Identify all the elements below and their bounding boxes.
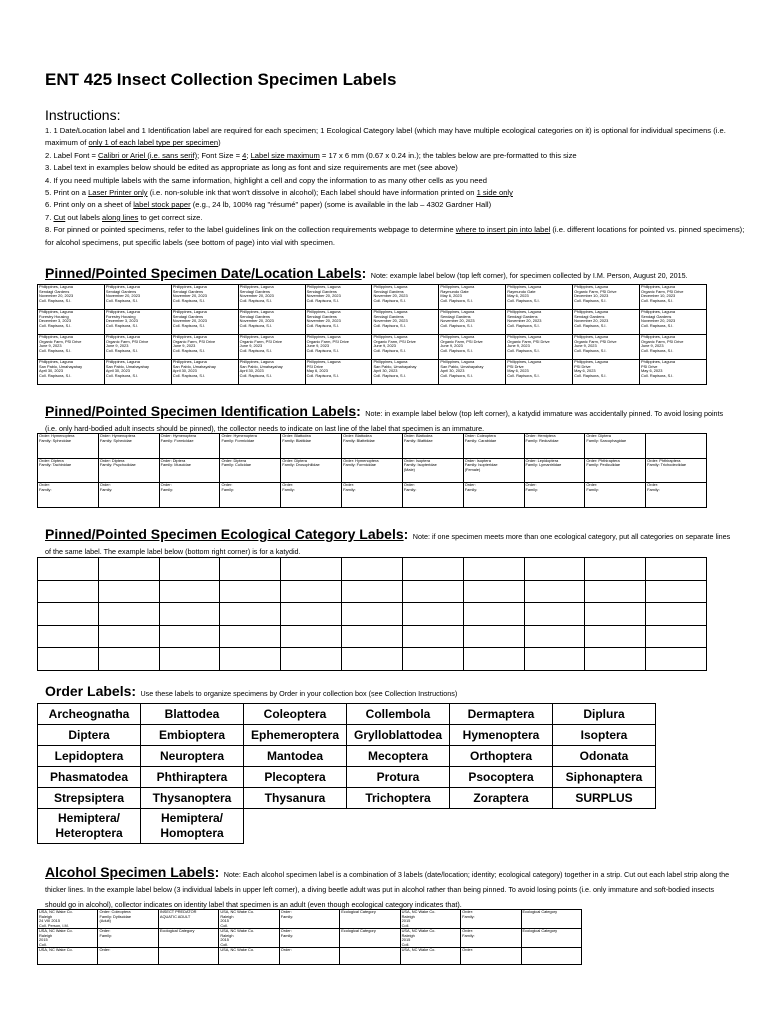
table-row xyxy=(38,809,656,844)
date-location-label: Philippines, Laguna Organic Farm, PSI Drive December 10, 2023 Coll. Rapisora, S.I. xyxy=(573,285,640,310)
ecological-label xyxy=(281,580,342,603)
table-row xyxy=(38,725,656,746)
identification-label: Order: Phthiraptera Family: Pediculidae xyxy=(585,458,646,483)
instruction-underline: Laser Printer only xyxy=(88,188,148,198)
order-label: Protura xyxy=(347,767,450,788)
date-location-label: Philippines, Laguna San Pablo, Umahayahay April 30, 2023 Coll. Rapisora, S.I. xyxy=(171,360,238,385)
ecological-label xyxy=(38,648,99,671)
identification-label: Order: Family: xyxy=(402,483,463,508)
ecological-label xyxy=(646,603,707,626)
alcohol-label: Order: Coleoptera Family: Dytiscidae (Adult) xyxy=(98,910,158,929)
section-title: Pinned/Pointed Specimen Identification Labels xyxy=(45,403,357,419)
ecological-label xyxy=(342,625,403,648)
date-location-label: Philippines, Laguna Organic Farm, PSI Drive June 9, 2023 Coll. Rapisora, S.I. xyxy=(439,335,506,360)
ecological-label xyxy=(98,603,159,626)
ecological-label xyxy=(463,648,524,671)
table-row xyxy=(38,285,707,310)
order-label: Thysanoptera xyxy=(141,788,244,809)
alcohol-label xyxy=(340,948,400,965)
empty-cell xyxy=(450,809,553,844)
instruction-6 xyxy=(45,199,745,211)
table-row xyxy=(38,558,707,581)
ecological-label xyxy=(159,625,220,648)
table-row xyxy=(38,648,707,671)
date-location-label: Philippines, Laguna PSI Drive May 6, 2023 Coll. Rapisora, S.I. xyxy=(573,360,640,385)
table-row xyxy=(38,310,707,335)
date-location-label: Philippines, Laguna Organic Farm, PSI Drive June 9, 2023 Coll. Rapisora, S.I. xyxy=(305,335,372,360)
identification-label: Order: Family: xyxy=(38,483,99,508)
instructions-list xyxy=(45,125,745,249)
ecological-label xyxy=(159,558,220,581)
ecological-heading xyxy=(45,528,735,558)
ecological-label xyxy=(646,625,707,648)
date-location-label: Philippines, Laguna Organic Farm, PSI Drive June 9, 2023 Coll. Rapisora, S.I. xyxy=(238,335,305,360)
alcohol-label: Ecological Category xyxy=(340,929,400,948)
ecological-label xyxy=(98,558,159,581)
alcohol-label: USA, NC Wake Co. Raleigh 2015 Coll. xyxy=(219,910,279,929)
date-location-label: Philippines, Laguna Sendagi Gardens November 20, 2023 Coll. Rapisora, S.I. xyxy=(506,310,573,335)
alcohol-label: USA, NC Wake Co. Raleigh 2015 Coll. xyxy=(38,929,98,948)
section-colon: : xyxy=(403,526,409,542)
ecological-label xyxy=(220,558,281,581)
table-row xyxy=(38,746,656,767)
table-row xyxy=(38,603,707,626)
date-location-label: Philippines, Laguna PSI Drive May 6, 2023 Coll. Rapisora, S.I. xyxy=(640,360,707,385)
order-label: Diptera xyxy=(38,725,141,746)
instruction-underline: along lines xyxy=(102,212,139,222)
ecological-label xyxy=(463,558,524,581)
ecological-label xyxy=(342,580,403,603)
date-location-label: Philippines, Laguna Forestry Housing December 3, 2023 Coll. Rapisora, S.I. xyxy=(104,310,171,335)
table-row xyxy=(38,360,707,385)
section-note: Note: if one specimen meets more than one ecological category, put all categories on separate lines of the same label. The example label below (bottom right corner) is for a katydid. xyxy=(45,532,731,556)
ecological-label xyxy=(38,580,99,603)
instruction-underline: 4 xyxy=(242,150,247,160)
ecological-label xyxy=(402,558,463,581)
order-label: Phasmatodea xyxy=(38,767,141,788)
date-location-label: Philippines, Laguna PSI Drive May 6, 2023 Coll. Rapisora, S.I. xyxy=(506,360,573,385)
ecological-label xyxy=(524,580,585,603)
identification-label: Order: Family: xyxy=(646,483,707,508)
ecological-label xyxy=(220,603,281,626)
identification-label: Order: Family: xyxy=(281,483,342,508)
date-location-label: Philippines, Laguna Organic Farm, PSI Drive June 9, 2023 Coll. Rapisora, S.I. xyxy=(372,335,439,360)
ecological-label xyxy=(159,580,220,603)
section-title: Alcohol Specimen Labels xyxy=(45,864,215,880)
identification-label xyxy=(646,434,707,459)
empty-cell xyxy=(347,809,450,844)
ecological-label xyxy=(585,558,646,581)
alcohol-label: Order: xyxy=(279,948,339,965)
date-location-heading xyxy=(45,267,688,282)
alcohol-label xyxy=(158,948,218,965)
ecological-label xyxy=(220,580,281,603)
date-location-label: Philippines, Laguna San Pablo, Umahayahay April 30, 2023 Coll. Rapisora, S.I. xyxy=(38,360,105,385)
instruction-underline: only 1 of each label type per specimen xyxy=(88,138,219,148)
date-location-label: Philippines, Laguna Sendagi Gardens November 20, 2023 Coll. Rapisora, S.I. xyxy=(305,310,372,335)
date-location-label: Philippines, Laguna Organic Farm, PSI Drive June 9, 2023 Coll. Rapisora, S.I. xyxy=(573,335,640,360)
ecological-label xyxy=(585,625,646,648)
ecological-label xyxy=(281,558,342,581)
order-label: Dermaptera xyxy=(450,704,553,725)
identification-label: Order: Lepidoptera Family: Lymantriidae xyxy=(524,458,585,483)
identification-label: Order: Family: xyxy=(342,483,403,508)
table-row xyxy=(38,910,582,929)
alcohol-label: Ecological Category xyxy=(521,929,582,948)
instruction-text: out labels xyxy=(65,212,103,222)
alcohol-label: USA, NC Wake Co. Raleigh 2015 Coll. xyxy=(400,929,460,948)
alcohol-label: Order: xyxy=(461,948,521,965)
instruction-text: (i.e. different locations for pointed vs. pinned specimens); for alcohol specimens, put specific labels (see bottom of page) into vial with specimen. xyxy=(45,225,745,247)
date-location-label: Philippines, Laguna Sendagi Gardens November 20, 2023 Coll. Rapisora, S.I. xyxy=(305,285,372,310)
section-colon: : xyxy=(356,403,361,419)
identification-label: Order: Diptera Family: Sarcophagidae xyxy=(585,434,646,459)
date-location-label: Philippines, Laguna PSI Drive May 6, 2023 Coll. Rapisora, S.I. xyxy=(305,360,372,385)
instruction-underline: where to insert pin into label xyxy=(455,225,551,235)
alcohol-label: Order: Family: xyxy=(98,929,158,948)
alcohol-label: USA, NC Wake Co. Raleigh 24 VIII 2015 Coll. Person, I.M. xyxy=(38,910,98,929)
table-row xyxy=(38,434,707,459)
instruction-text: (i.e. non-soluble ink that won't dissolve in alcohol); Each label should have information printed on xyxy=(147,188,477,198)
section-note: Note: Each alcohol specimen label is a combination of 3 labels (date/location; identity; ecological category) together in a strip. Cut out each label strip along the thicker lines. In the example label below (3 individual labels in upper left corner), a diving beetle adult was put in alcohol rather than being pinned. To avoid losing points (i.e. only immature and soft-bodied insects should go in alcohol), collector indicates on identity label that specimen is an adult (even though ecological category indicates that). xyxy=(45,870,730,909)
order-label: Hymenoptera xyxy=(450,725,553,746)
identification-label: Order: Hymenoptera Family: Sphecidae xyxy=(38,434,99,459)
alcohol-label: USA, NC Wake Co. xyxy=(219,948,279,965)
order-label: Blattodea xyxy=(141,704,244,725)
order-label: Psocoptera xyxy=(450,767,553,788)
instruction-5 xyxy=(45,187,745,199)
identification-label: Order: Blattodea Family: Blattelidae xyxy=(342,434,403,459)
order-label: Neuroptera xyxy=(141,746,244,767)
section-title: Pinned/Pointed Specimen Ecological Category Labels xyxy=(45,526,404,542)
ecological-label xyxy=(524,558,585,581)
date-location-label: Philippines, Laguna Organic Farm, PSI Drive June 9, 2023 Coll. Rapisora, S.I. xyxy=(171,335,238,360)
date-location-label: Philippines, Laguna San Pablo, Umahayahay April 30, 2023 Coll. Rapisora, S.I. xyxy=(104,360,171,385)
identification-label: Order: Family: xyxy=(159,483,220,508)
ecological-label xyxy=(159,603,220,626)
ecological-label xyxy=(281,603,342,626)
date-location-table xyxy=(37,284,707,385)
order-label: Grylloblattodea xyxy=(347,725,450,746)
alcohol-label: USA, NC Wake Co. Raleigh 2015 Coll. xyxy=(400,910,460,929)
alcohol-heading xyxy=(45,866,735,911)
order-label: Phthiraptera xyxy=(141,767,244,788)
instruction-1 xyxy=(45,125,745,150)
instruction-text: ) xyxy=(218,138,221,148)
alcohol-label: Ecological Category xyxy=(521,910,582,929)
date-location-label: Philippines, Laguna Sendagi Gardens November 20, 2023 Coll. Rapisora, S.I. xyxy=(640,310,707,335)
table-row xyxy=(38,929,582,948)
identification-label: Order: Hymenoptera Family: Sphecidae xyxy=(98,434,159,459)
ecological-label xyxy=(281,648,342,671)
order-label: Collembola xyxy=(347,704,450,725)
order-label: Hemiptera/ Homoptera xyxy=(141,809,244,844)
alcohol-label: Ecological Category xyxy=(158,929,218,948)
instruction-2 xyxy=(45,150,745,162)
date-location-label: Philippines, Laguna Sendagi Gardens November 20, 2023 Coll. Rapisora, S.I. xyxy=(372,310,439,335)
ecological-label xyxy=(342,648,403,671)
ecological-label xyxy=(281,625,342,648)
alcohol-label: USA, NC Wake Co. Raleigh 2015 Coll. xyxy=(219,929,279,948)
order-label: Diplura xyxy=(553,704,656,725)
date-location-label: Philippines, Laguna Organic Farm, PSI Drive December 10, 2023 Coll. Rapisora, S.I. xyxy=(640,285,707,310)
date-location-label: Philippines, Laguna San Pablo, Umahayahay April 30, 2023 Coll. Rapisora, S.I. xyxy=(439,360,506,385)
table-row xyxy=(38,580,707,603)
identification-label: Order: Blattodea Family: Blattidae xyxy=(402,434,463,459)
date-location-label: Philippines, Laguna San Pablo, Umahayahay April 30, 2023 Coll. Rapisora, S.I. xyxy=(238,360,305,385)
table-row xyxy=(38,625,707,648)
order-label: Coleoptera xyxy=(244,704,347,725)
order-label: Ephemeroptera xyxy=(244,725,347,746)
date-location-label: Philippines, Laguna Sendagi Gardens November 20, 2023 Coll. Rapisora, S.I. xyxy=(104,285,171,310)
identification-label: Order: Family: xyxy=(220,483,281,508)
alcohol-label: Ecological Category xyxy=(340,910,400,929)
instruction-underline: Cut xyxy=(53,212,66,222)
instruction-text: 8. For pinned or pointed specimens, refer to the label guidelines link on the collection requirements webpage to determine xyxy=(45,225,456,235)
instruction-text: to get correct size. xyxy=(138,212,203,222)
order-label: Lepidoptera xyxy=(38,746,141,767)
table-row xyxy=(38,483,707,508)
instructions-heading: Instructions: xyxy=(45,107,121,123)
identification-label: Order: Family: xyxy=(463,483,524,508)
alcohol-label: USA, NC Wake Co. xyxy=(400,948,460,965)
ecological-label xyxy=(159,648,220,671)
ecological-label xyxy=(463,625,524,648)
instruction-4: 4. If you need multiple labels with the same information, highlight a cell and copy the information to as many other cells as you need xyxy=(45,175,487,185)
ecological-label xyxy=(220,648,281,671)
order-label: Hemiptera/ Heteroptera xyxy=(38,809,141,844)
ecological-label xyxy=(524,625,585,648)
order-label: Archeognatha xyxy=(38,704,141,725)
ecological-label xyxy=(646,648,707,671)
instruction-3: 3. Label text in examples below should be edited as appropriate as long as font and size requirements are met (see above) xyxy=(45,163,458,173)
identification-label: Order: Family: xyxy=(585,483,646,508)
identification-label: Order: Phthiraptera Family: Trichodectidae xyxy=(646,458,707,483)
date-location-label: Philippines, Laguna Organic Farm, PSI Drive June 9, 2023 Coll. Rapisora, S.I. xyxy=(506,335,573,360)
section-title: Order Labels: xyxy=(45,683,137,699)
order-label: SURPLUS xyxy=(553,788,656,809)
instruction-text: ; Font Size = xyxy=(197,150,243,160)
order-label: Embioptera xyxy=(141,725,244,746)
ecological-label xyxy=(463,580,524,603)
date-location-label: Philippines, Laguna Sendagi Gardens November 20, 2023 Coll. Rapisora, S.I. xyxy=(439,310,506,335)
table-row xyxy=(38,948,582,965)
ecological-label xyxy=(98,648,159,671)
date-location-label: Philippines, Laguna San Pablo, Umahayahay April 30, 2023 Coll. Rapisora, S.I. xyxy=(372,360,439,385)
ecological-label xyxy=(463,603,524,626)
instruction-7 xyxy=(45,212,745,224)
date-location-label: Philippines, Laguna Sendagi Gardens November 20, 2023 Coll. Rapisora, S.I. xyxy=(171,285,238,310)
ecological-label xyxy=(646,580,707,603)
alcohol-label: Order: Family: xyxy=(461,910,521,929)
date-location-label: Philippines, Laguna Raymundo Gate May 6, 2023 Coll. Rapisora, S.I. xyxy=(506,285,573,310)
ecological-label xyxy=(585,648,646,671)
page-title: ENT 425 Insect Collection Specimen Labels xyxy=(45,70,397,89)
order-label: Zoraptera xyxy=(450,788,553,809)
order-label: Mecoptera xyxy=(347,746,450,767)
date-location-label: Philippines, Laguna Organic Farm, PSI Drive June 9, 2023 Coll. Rapisora, S.I. xyxy=(104,335,171,360)
ecological-label xyxy=(38,603,99,626)
ecological-label xyxy=(402,625,463,648)
order-label: Mantodea xyxy=(244,746,347,767)
ecological-label xyxy=(524,603,585,626)
instruction-text: 7. xyxy=(45,212,54,222)
identification-label: Order: Isoptera Family: Isopteridae (Male) xyxy=(402,458,463,483)
ecological-label xyxy=(98,625,159,648)
identification-label: Order: Isoptera Family: Isopteridae (Female) xyxy=(463,458,524,483)
identification-label: Order: Hymenoptera Family: Formicidae xyxy=(342,458,403,483)
instruction-text: 2. Label Font = xyxy=(45,150,98,160)
ecological-label xyxy=(98,580,159,603)
identification-table xyxy=(37,433,707,508)
alcohol-table xyxy=(37,909,582,965)
ecological-label xyxy=(402,648,463,671)
order-label: Trichoptera xyxy=(347,788,450,809)
identification-label: Order: Coleoptera Family: Carabidae xyxy=(463,434,524,459)
date-location-label: Philippines, Laguna Sendagi Gardens November 20, 2023 Coll. Rapisora, S.I. xyxy=(238,285,305,310)
instruction-text: 6. Print only on a sheet of xyxy=(45,200,134,210)
date-location-label: Philippines, Laguna Forestry Housing December 3, 2023 Coll. Rapisora, S.I. xyxy=(38,310,105,335)
identification-label: Order: Diptera Family: Drosophilidae xyxy=(281,458,342,483)
section-colon: : xyxy=(214,864,220,880)
section-colon: : xyxy=(361,265,367,281)
identification-label: Order: Diptera Family: Culicidae xyxy=(220,458,281,483)
date-location-label: Philippines, Laguna Sendagi Gardens November 20, 2023 Coll. Rapisora, S.I. xyxy=(38,285,105,310)
identification-label: Order: Family: xyxy=(524,483,585,508)
table-row xyxy=(38,767,656,788)
identification-label: Order: Diptera Family: Psychodidae xyxy=(98,458,159,483)
instruction-underline: Calibri or Ariel (i.e. sans serif) xyxy=(97,150,198,160)
ecological-label xyxy=(38,625,99,648)
instruction-text: 5. Print on a xyxy=(45,188,89,198)
date-location-label: Philippines, Laguna Sendagi Gardens November 20, 2023 Coll. Rapisora, S.I. xyxy=(238,310,305,335)
date-location-label: Philippines, Laguna Sendagi Gardens November 20, 2023 Coll. Rapisora, S.I. xyxy=(372,285,439,310)
ecological-label xyxy=(585,603,646,626)
section-note: Note: in example label below (top left corner), a katydid immature was accidentally pinned. To avoid losing points (i.e. only hard-bodied adult insects should be pinned), the collector needs to indicate on last line of the label that specimen is an immature. xyxy=(45,409,724,433)
alcohol-label: Order: xyxy=(98,948,158,965)
alcohol-label: Order: Family: xyxy=(279,910,339,929)
instruction-underline: label stock paper xyxy=(133,200,191,210)
identification-label: Order: Diptera Family: Muscidae xyxy=(159,458,220,483)
ecological-label xyxy=(524,648,585,671)
order-label: Plecoptera xyxy=(244,767,347,788)
order-labels-table xyxy=(37,703,656,844)
identification-label: Order: Blattodea Family: Blattidae xyxy=(281,434,342,459)
ecological-label xyxy=(402,580,463,603)
date-location-label: Philippines, Laguna Organic Farm, PSI Drive June 9, 2023 Coll. Rapisora, S.I. xyxy=(38,335,105,360)
alcohol-label xyxy=(521,948,582,965)
date-location-label: Philippines, Laguna Organic Farm, PSI Drive June 9, 2023 Coll. Rapisora, S.I. xyxy=(640,335,707,360)
instruction-text: = 17 x 6 mm (0.67 x 0.24 in.); the tables below are pre-formatted to this size xyxy=(319,150,577,160)
order-label: Thysanura xyxy=(244,788,347,809)
identification-heading xyxy=(45,405,735,435)
ecological-label xyxy=(402,603,463,626)
alcohol-label: Order: Family: xyxy=(279,929,339,948)
ecological-table xyxy=(37,557,707,671)
order-label: Orthoptera xyxy=(450,746,553,767)
identification-label: Order: Diptera Family: Tachinidae xyxy=(38,458,99,483)
identification-label: Order: Hymenoptera Family: Formicidae xyxy=(220,434,281,459)
alcohol-label: INSECT PREDATOR AQUATIC ADULT xyxy=(158,910,218,929)
table-row xyxy=(38,788,656,809)
instruction-text: ; xyxy=(246,150,251,160)
order-label: Siphonaptera xyxy=(553,767,656,788)
identification-label: Order: Hymenoptera Family: Formicidae xyxy=(159,434,220,459)
ecological-label xyxy=(646,558,707,581)
order-label: Odonata xyxy=(553,746,656,767)
section-title: Pinned/Pointed Specimen Date/Location Labels xyxy=(45,265,362,281)
section-note: Note: example label below (top left corner), for specimen collected by I.M. Person, August 20, 2015. xyxy=(370,271,688,280)
ecological-label xyxy=(342,603,403,626)
instruction-underline: 1 side only xyxy=(476,188,513,198)
instruction-text: 1. 1 Date/Location label and 1 Identification label are required for each specimen; 1 Ecological Category label (which may have multiple ecological categories on it) is optional for individual specimens (i.e. maximum of xyxy=(45,126,726,148)
empty-cell xyxy=(553,809,656,844)
instruction-8 xyxy=(45,224,745,249)
empty-cell xyxy=(244,809,347,844)
ecological-label xyxy=(585,580,646,603)
identification-label: Order: Family: xyxy=(98,483,159,508)
instruction-text: (e.g., 24 lb, 100% rag "résumé" paper) (some is available in the lab – 4302 Gardner Hall) xyxy=(190,200,492,210)
identification-label: Order: Hemiptera Family: Reduviidae xyxy=(524,434,585,459)
alcohol-label: Order: Family: xyxy=(461,929,521,948)
section-note: Use these labels to organize specimens by Order in your collection box (see Collection Instructions) xyxy=(140,689,458,698)
table-row xyxy=(38,458,707,483)
order-labels-heading xyxy=(45,683,457,701)
date-location-label: Philippines, Laguna Sendagi Gardens November 20, 2023 Coll. Rapisora, S.I. xyxy=(171,310,238,335)
ecological-label xyxy=(342,558,403,581)
ecological-label xyxy=(220,625,281,648)
order-label: Isoptera xyxy=(553,725,656,746)
order-label: Strepsiptera xyxy=(38,788,141,809)
alcohol-label: USA, NC Wake Co. xyxy=(38,948,98,965)
ecological-label xyxy=(38,558,99,581)
instruction-underline: Label size maximum xyxy=(250,150,320,160)
date-location-label: Philippines, Laguna Sendagi Gardens November 20, 2023 Coll. Rapisora, S.I. xyxy=(573,310,640,335)
table-row xyxy=(38,704,656,725)
table-row xyxy=(38,335,707,360)
date-location-label: Philippines, Laguna Raymundo Gate May 6, 2023 Coll. Rapisora, S.I. xyxy=(439,285,506,310)
